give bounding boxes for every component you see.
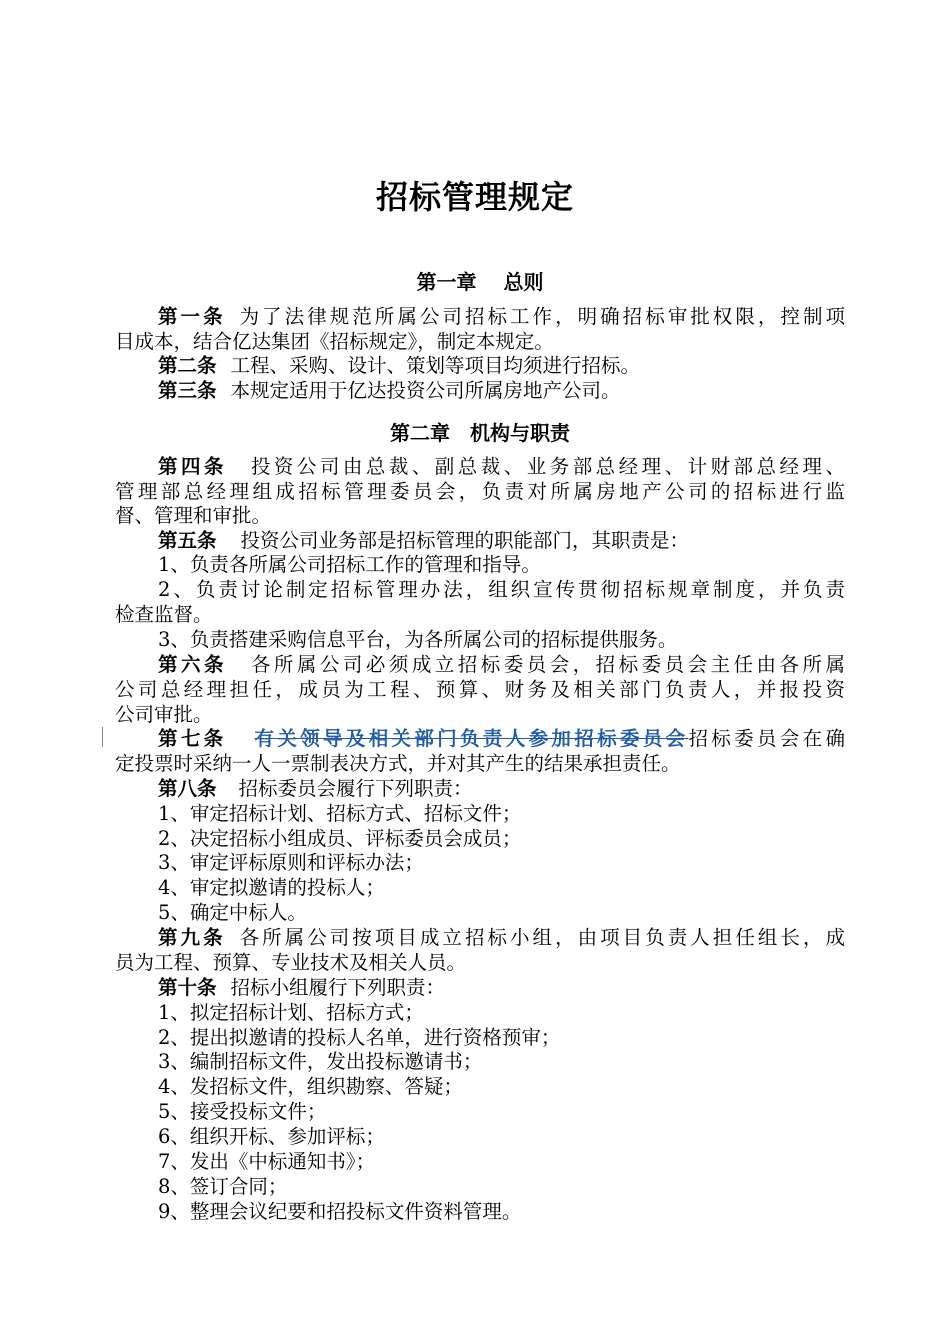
- article-5-item-2-line-1: 2、负责讨论制定招标管理办法，组织宣传贯彻招标规章制度，并负责: [158, 578, 845, 601]
- chapter-2-heading: 第二章 机构与职责: [390, 421, 570, 445]
- article-6-line-3: 公司审批。: [115, 703, 213, 726]
- article-10-item-4: 4、发招标文件，组织勘察、答疑；: [158, 1075, 463, 1098]
- article-8-item-4: 4、审定拟邀请的投标人；: [158, 876, 385, 899]
- article-10-item-1: 1、拟定招标计划、招标方式；: [158, 1001, 424, 1024]
- article-10-item-2: 2、提出拟邀请的投标人名单，进行资格预审；: [158, 1026, 561, 1049]
- article-4-line-1: 第四条 投资公司由总裁、副总裁、业务部总经理、计财部总经理、: [158, 455, 845, 478]
- article-8-item-2: 2、决定招标小组成员、评标委员会成员；: [158, 827, 522, 850]
- article-5: 第五条 投资公司业务部是招标管理的职能部门，其职责是：: [158, 529, 690, 552]
- article-6-line-2: 公司总经理担任，成员为工程、预算、财务及相关部门负责人，并报投资: [115, 678, 845, 701]
- article-7-line-1: 第七条 有关领导及相关部门负责人参加招标委员会招标委员会在确: [158, 727, 845, 750]
- article-3: 第三条 本规定适用于亿达投资公司所属房地产公司。: [158, 379, 621, 402]
- article-10-item-8: 8、签订合同；: [158, 1175, 288, 1198]
- article-4-line-3: 督、管理和审批。: [115, 504, 272, 527]
- article-9-line-2: 员为工程、预算、专业技术及相关人员。: [115, 951, 467, 974]
- chapter-1-heading: 第一章 总则: [416, 270, 544, 294]
- revision-bar: [102, 727, 103, 747]
- article-10-item-5: 5、接受投标文件；: [158, 1100, 327, 1123]
- article-8-item-1: 1、审定招标计划、招标方式、招标文件；: [158, 802, 522, 825]
- article-8-item-5: 5、确定中标人。: [158, 901, 307, 924]
- article-10-item-7: 7、发出《中标通知书》；: [158, 1150, 376, 1173]
- document-title: 招标管理规定: [375, 178, 574, 216]
- article-1-label: 第一条: [158, 305, 226, 328]
- article-10-item-9: 9、整理会议纪要和招投标文件资料管理。: [158, 1200, 522, 1223]
- article-8: 第八条 招标委员会履行下列职责：: [158, 777, 473, 800]
- article-6-line-1: 第六条 各所属公司必须成立招标委员会，招标委员会主任由各所属: [158, 653, 845, 676]
- article-9-line-1: 第九条 各所属公司按项目成立招标小组，由项目负责人担任组长，成: [158, 926, 845, 949]
- article-7-line-2: 定投票时采纳一人一票制表决方式，并对其产生的结果承担责任。: [115, 752, 681, 775]
- article-5-item-2-line-2: 检查监督。: [115, 603, 213, 626]
- article-8-item-3: 3、审定评标原则和评标办法；: [158, 851, 424, 874]
- article-2: 第二条 工程、采购、设计、策划等项目均须进行招标。: [158, 354, 641, 377]
- article-10-item-3: 3、编制招标文件，发出投标邀请书；: [158, 1050, 483, 1073]
- deleted-text: 有关领导及相关部门负责人参加招标委员会: [254, 727, 689, 750]
- article-10: 第十条 招标小组履行下列职责：: [158, 976, 446, 999]
- article-4-line-2: 管理部总经理组成招标管理委员会，负责对所属房地产公司的招标进行监: [115, 480, 845, 503]
- article-1-line-1: 第一条 为了法律规范所属公司招标工作，明确招标审批权限，控制项: [158, 305, 845, 328]
- article-5-item-1: 1、负责各所属公司招标工作的管理和指导。: [158, 553, 541, 576]
- article-1-line-2: 目成本，结合亿达集团《招标规定》，制定本规定。: [115, 330, 554, 353]
- article-5-item-3: 3、负责搭建采购信息平台，为各所属公司的招标提供服务。: [158, 628, 678, 651]
- article-10-item-6: 6、组织开标、参加评标；: [158, 1125, 385, 1148]
